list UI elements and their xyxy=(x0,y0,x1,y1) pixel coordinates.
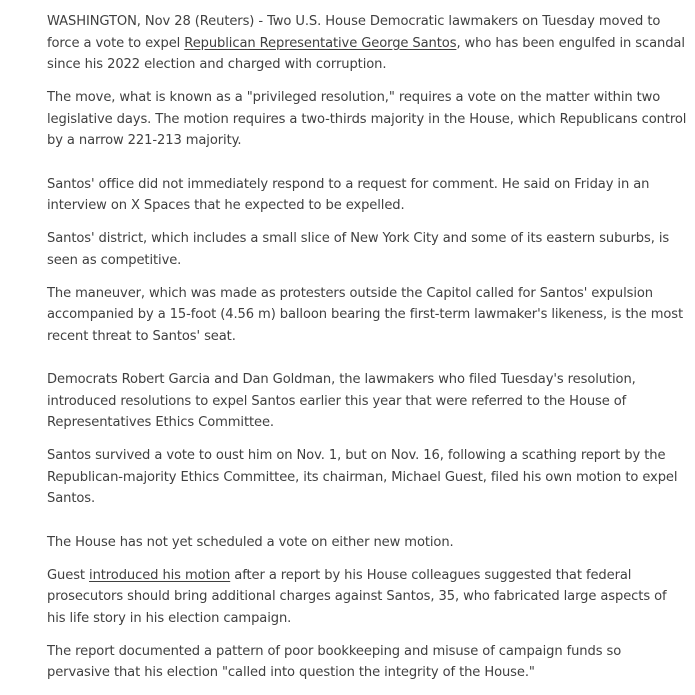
article-paragraph xyxy=(47,565,687,630)
article-paragraph: The House has not yet scheduled a vote on either new motion. xyxy=(47,534,454,550)
paragraph-text: Guest xyxy=(47,567,90,583)
introduced-motion-link[interactable]: introduced his motion xyxy=(89,567,231,583)
article-paragraph: Democrats Robert Garcia and Dan Goldman, the lawmakers who filed Tuesday's resolution, introduced resolutions to expel Santos earlier this year that were referred to the House of Representatives Ethics Committee. xyxy=(47,372,636,430)
article-paragraph: Santos' office did not immediately respond to a request for comment. He said on Friday in an interview on X Spaces that he expected to be expelled. xyxy=(47,176,650,213)
paragraph-text: WASHINGTON, Nov 28 (Reuters) - Two U.S. House Democratic lawmakers on Tuesday moved to force a vote to expel xyxy=(47,14,661,51)
article-paragraph xyxy=(47,11,687,76)
paragraph-text: , who has been engulfed in scandal since his 2022 election and charged with corruption. xyxy=(47,35,685,72)
article-paragraph: The maneuver, which was made as protesters outside the Capitol called for Santos' expulsion accompanied by a 15-foot (4.56 m) balloon bearing the first-term lawmaker's likeness, is the most recent threat to Santos' seat. xyxy=(47,285,684,344)
paragraph-text: after a report by his House colleagues suggested that federal prosecutors should bring additional charges against Santos, 35, who fabricated large aspects of his life story in his election campaign. xyxy=(47,567,667,626)
article-body xyxy=(47,11,687,695)
santos-profile-link[interactable]: Republican Representative George Santos xyxy=(184,35,457,51)
article-paragraph: The move, what is known as a "privileged resolution," requires a vote on the matter within two legislative days. The motion requires a two-thirds majority in the House, which Republicans control by a narrow 221-213 majority. xyxy=(47,90,687,148)
article-paragraph: Santos' district, which includes a small slice of New York City and some of its eastern suburbs, is seen as competitive. xyxy=(47,231,670,268)
article-paragraph: Santos survived a vote to oust him on Nov. 1, but on Nov. 16, following a scathing report by the Republican-majority Ethics Committee, its chairman, Michael Guest, filed his own motion to expel Santos. xyxy=(47,448,678,506)
article-paragraph: The report documented a pattern of poor bookkeeping and misuse of campaign funds so pervasive that his election "called into question the integrity of the House." xyxy=(47,643,622,680)
